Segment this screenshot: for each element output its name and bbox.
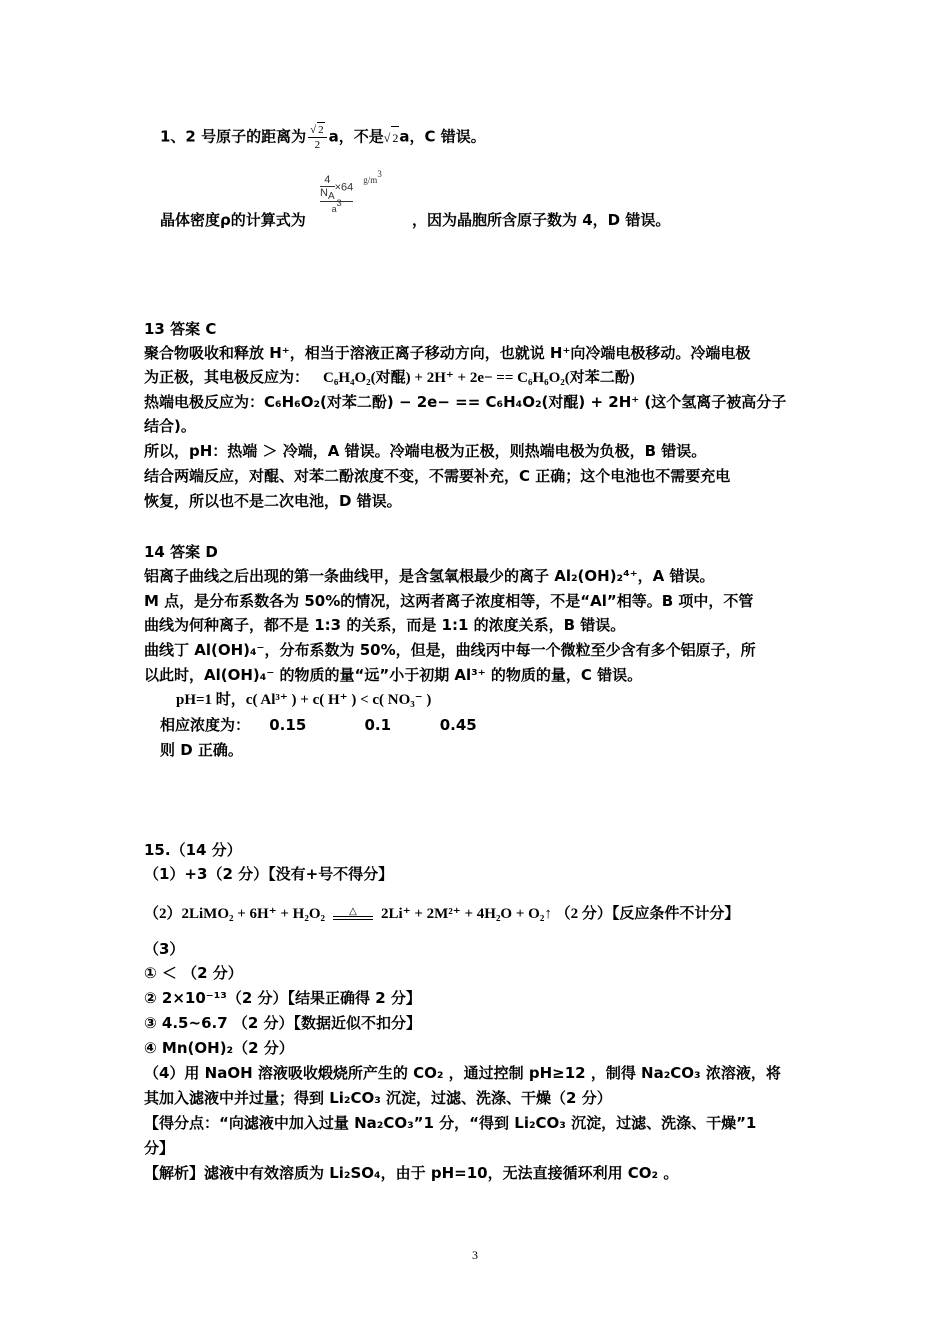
density-formula (320, 169, 382, 214)
heat-symbol: △ (349, 906, 357, 917)
q13-cold-electrode-equation: C₆H₄O₂(对醌) + 2H⁺ + 2e− == C₆H₆O₂(对苯二酚) (323, 370, 635, 386)
q13-l2-pre: 为正极，其电极反应为： (144, 368, 310, 386)
q14-line-7 (160, 714, 477, 736)
density-a: a (331, 204, 337, 214)
density-n-den-sub: A (327, 191, 335, 202)
density-unit-sup: 3 (377, 169, 382, 179)
sqrt-value: 2 (391, 126, 399, 149)
q15-part-3a: ① ＜ （2 分） (144, 964, 243, 982)
frac-num: 2 (318, 124, 324, 136)
q15-analysis: 【解析】滤液中有效溶质为 Li₂SO₄，由于 pH=10，无法直接循环利用 CO₂ 。 (144, 1164, 679, 1182)
q14-line-1: 铝离子曲线之后出现的第一条曲线甲，是含氢氧根最少的离子 Al₂(OH)₂⁴⁺，A 错误。 (144, 567, 715, 585)
q13-line-2 (144, 366, 635, 389)
q14-line-5: 以此时，Al(OH)₄⁻ 的物质的量“远”小于初期 Al³⁺ 的物质的量，C 错误。 (144, 666, 643, 684)
q12-density-pre: 晶体密度ρ的计算式为 (160, 211, 306, 229)
q12-line1-mid: a，不是 (328, 127, 384, 146)
q15-scoring-a: 【得分点：“向滤液中加入过量 Na₂CO₃”1 分，“得到 Li₂CO₃ 沉淀，过滤、洗涤、干燥”1 (144, 1114, 757, 1132)
density-unit: g/m (363, 175, 378, 185)
q12-line1-pre: 1、2 号原子的距离为 (160, 127, 307, 146)
q15-heading: 15.（14 分） (144, 841, 242, 859)
q15-part-4b: 其加入滤液中并过量；得到 Li₂CO₃ 沉淀，过滤、洗涤、干燥（2 分） (144, 1089, 612, 1107)
q15-p2-products: 2Li⁺ + 2M²⁺ + 4H₂O + O₂↑ （2 分）【反应条件不计分】 (381, 906, 740, 922)
q12-distance-line (160, 122, 486, 152)
q15-part-3b: ② 2×10⁻¹³（2 分）【结果正确得 2 分】 (144, 989, 421, 1007)
q13-line-1: 聚合物吸收和释放 H⁺，相当于溶液正离子移动方向，也就说 H⁺向冷端电极移动。冷端电极 (144, 344, 751, 362)
q15-part-1: （1）+3（2 分）【没有+号不得分】 (144, 865, 394, 883)
frac-den: 2 (314, 139, 321, 151)
density-times: ×64 (334, 181, 354, 194)
q15-scoring-b: 分】 (144, 1139, 175, 1157)
q14-line-6: pH=1 时，c( Al³⁺ ) + c( H⁺ ) < c( NO₃⁻ ) (176, 692, 432, 708)
value-h: 0.1 (364, 716, 392, 734)
density-n-den: N (320, 187, 328, 199)
q13-line-4: 结合)。 (144, 417, 196, 435)
q15-part-4a: （4）用 NaOH 溶液吸收煅烧所产生的 CO₂ ，通过控制 pH≥12 ，制得 Na₂CO₃ 浓溶液，将 (144, 1064, 781, 1082)
q14-heading: 14 答案 D (144, 543, 218, 561)
value-no3: 0.45 (439, 716, 477, 734)
q12-line1-post: a，C 错误。 (399, 127, 486, 146)
q15-part-3: （3） (144, 940, 185, 958)
q14-concentration-label: 相应浓度为： (160, 716, 251, 734)
page-number: 3 (472, 1248, 478, 1262)
heat-condition-arrow (333, 907, 373, 920)
q15-part-2 (144, 902, 739, 925)
q15-part-3d: ④ Mn(OH)₂（2 分） (144, 1039, 294, 1057)
q14-line-8: 则 D 正确。 (160, 741, 243, 759)
q15-part-3c: ③ 4.5~6.7 （2 分）【数据近似不扣分】 (144, 1014, 422, 1032)
value-al: 0.15 (269, 716, 307, 734)
q14-line-3: 曲线为何种离子，都不是 1:3 的关系，而是 1:1 的浓度关系，B 错误。 (144, 616, 626, 634)
density-n-num: 4 (320, 174, 335, 187)
q15-p2-reactants: （2）2LiMO₂ + 6H⁺ + H₂O₂ (144, 906, 326, 922)
density-a-sup: 3 (336, 198, 342, 208)
q12-density-post: ，因为晶胞所含原子数为 4，D 错误。 (412, 211, 671, 229)
q13-line-5: 所以，pH：热端 ＞ 冷端，A 错误。冷端电极为正极，则热端电极为负极，B 错误。 (144, 442, 707, 460)
q13-heading: 13 答案 C (144, 320, 217, 338)
sqrt2-over-2-fraction: $\frac{√ 2}{2}$ (308, 122, 327, 152)
q14-line-2: M 点，是分布系数各为 50%的情况，这两者离子浓度相等，不是“Al”相等。B 项中，不管 (144, 592, 754, 610)
q13-line-3: 热端电极反应为：C₆H₆O₂(对苯二酚) − 2e− == C₆H₄O₂(对醌) + 2H⁺ (这个氢离子被高分子 (144, 393, 787, 411)
q14-line-4: 曲线丁 Al(OH)₄⁻，分布系数为 50%，但是，曲线丙中每一个微粒至少含有多个铝原子，所 (144, 641, 756, 659)
q13-line-7: 恢复，所以也不是二次电池，D 错误。 (144, 492, 402, 510)
q13-line-6: 结合两端反应，对醌、对苯二酚浓度不变，不需要补充，C 正确；这个电池也不需要充电 (144, 467, 731, 485)
sqrt2-expression: √ 2 (384, 131, 400, 145)
